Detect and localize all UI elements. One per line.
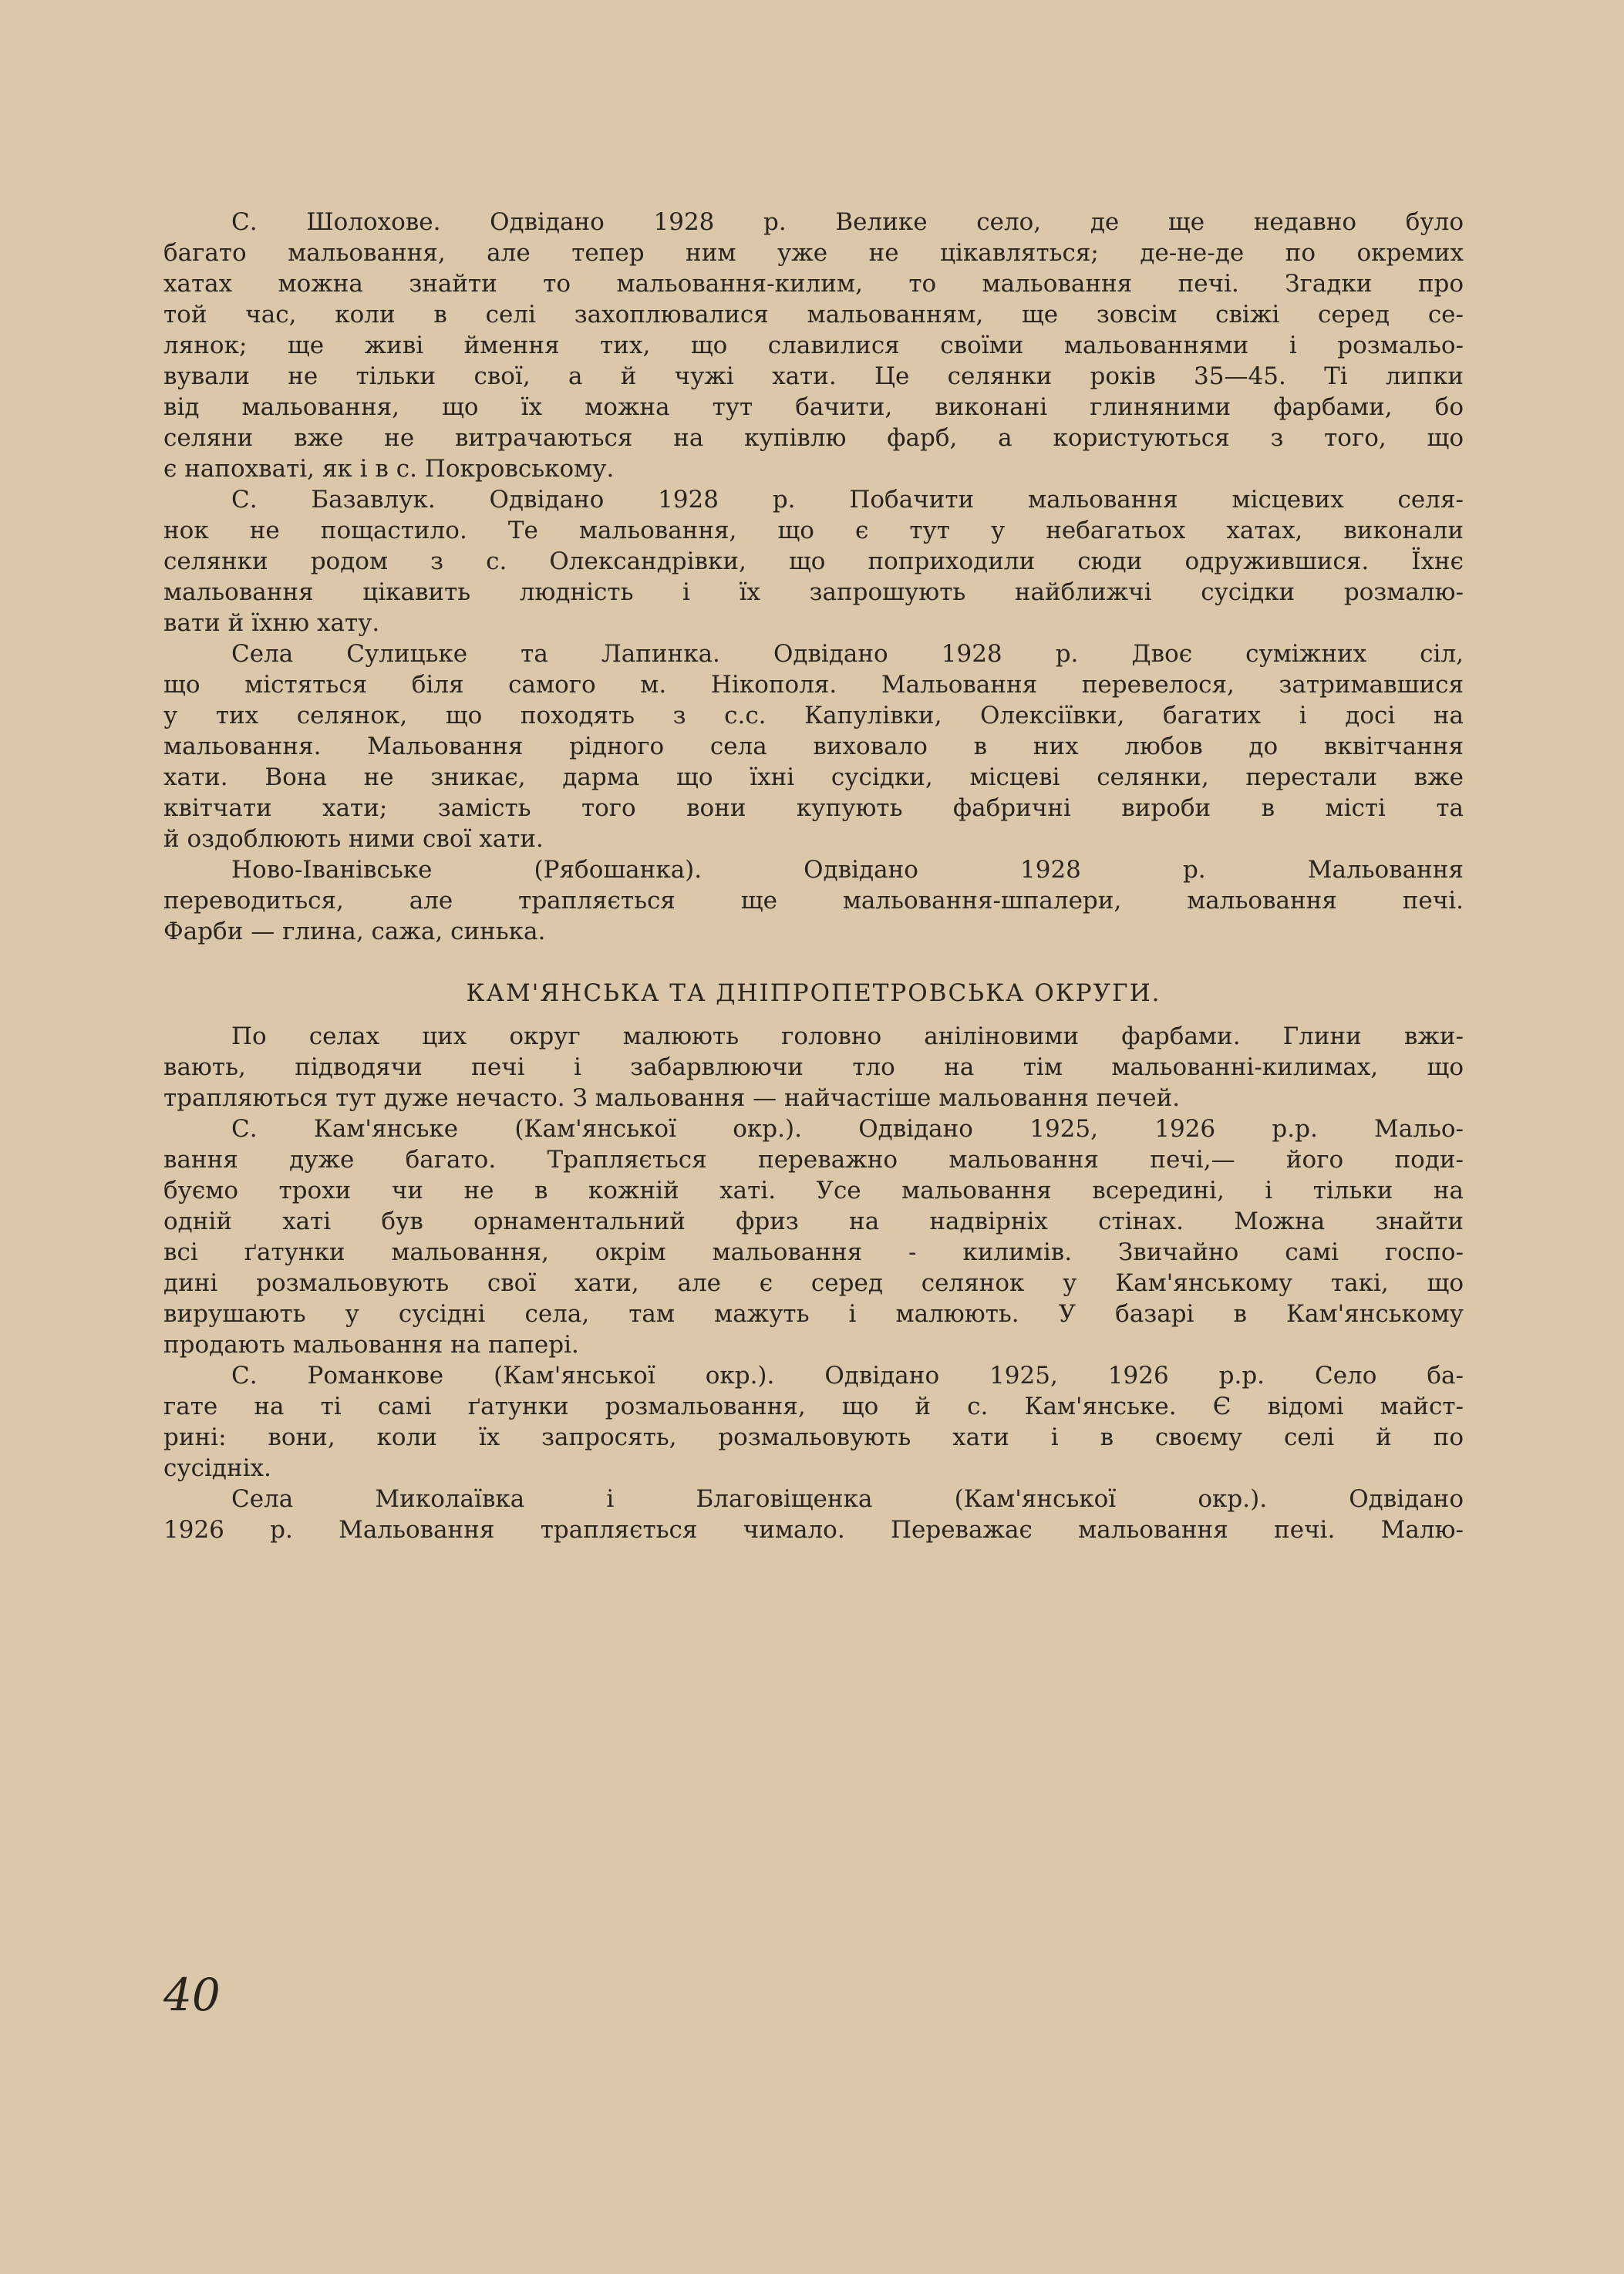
text-line: багато мальовання, але тепер ним уже не цікавляться; де-не-де по окремих xyxy=(163,239,1464,267)
text-line: селяни вже не витрачаються на купівлю фарб, а користуються з того, що xyxy=(163,424,1464,452)
text-line: С. Романкове (Кам'янської окр.). Одвідано 1925, 1926 р.р. Село ба- xyxy=(231,1362,1464,1390)
text-line: 1926 р. Мальовання трапляється чимало. Переважає мальовання печі. Малю- xyxy=(163,1516,1464,1544)
text-line: що містяться біля самого м. Нікополя. Мальовання перевелося, затримавшися xyxy=(163,671,1464,699)
text-line: й оздоблюють ними свої хати. xyxy=(163,825,544,853)
text-line: гате на ті самі ґатунки розмальовання, що й с. Кам'янське. Є відомі майст- xyxy=(163,1393,1464,1420)
text-line: вували не тільки свої, а й чужі хати. Це селянки років 35—45. Ті липки xyxy=(163,362,1464,390)
text-line: вирушають у сусідні села, там мажуть і малюють. У базарі в Кам'янському xyxy=(163,1300,1464,1328)
text-line: мальовання. Мальовання рідного села виховало в них любов до вквітчання xyxy=(163,733,1464,760)
text-line: квітчати хати; замість того вони купують фабричні вироби в місті та xyxy=(163,794,1464,822)
text-line: С. Шолохове. Одвідано 1928 р. Велике село, де ще недавно було xyxy=(231,208,1464,236)
text-line: всі ґатунки мальовання, окрім мальовання - килимів. Звичайно самі госпо- xyxy=(163,1238,1464,1266)
spacer xyxy=(163,1009,1464,1021)
page-number: 40 xyxy=(163,1969,221,2021)
text-line: буємо трохи чи не в кожній хаті. Усе мальовання всередині, і тільки на xyxy=(163,1177,1464,1204)
text-line: мальовання цікавить людність і їх запрошують найближчі сусідки розмалю- xyxy=(163,578,1464,606)
text-line: Фарби — глина, сажа, синька. xyxy=(163,918,546,945)
text-line: нок не пощастило. Те мальовання, що є тут у небагатьох хатах, виконали xyxy=(163,517,1464,544)
text-line: хати. Вона не зникає, дарма що їхні сусідки, місцеві селянки, перестали вже xyxy=(163,763,1464,791)
text-line: вання дуже багато. Трапляється переважно мальовання печі,— його поди- xyxy=(163,1146,1464,1174)
text-line: лянок; ще живі ймення тих, що славилися своїми мальованнями і розмальо- xyxy=(163,332,1464,359)
text-line: селянки родом з с. Олександрівки, що поприходили сюди одружившися. Їхнє xyxy=(163,547,1464,575)
text-line: одній хаті був орнаментальний фриз на надвірніх стінах. Можна знайти xyxy=(163,1208,1464,1235)
text-line: дині розмальовують свої хати, але є серед селянок у Кам'янському такі, що xyxy=(163,1269,1464,1297)
text-line: По селах цих округ малюють головно аніліновими фарбами. Глини вжи- xyxy=(231,1022,1464,1050)
text-line: продають мальовання на папері. xyxy=(163,1331,579,1359)
text-line: від мальовання, що їх можна тут бачити, виконані глиняними фарбами, бо xyxy=(163,393,1464,421)
text-line: переводиться, але трапляється ще мальовання-шпалери, мальовання печі. xyxy=(163,887,1464,915)
text-line: той час, коли в селі захоплювалися мальованням, ще зовсім свіжі серед се- xyxy=(163,301,1464,328)
text-line: є напохваті, як і в с. Покровському. xyxy=(163,455,615,483)
section-heading: КАМ'ЯНСЬКА ТА ДНІПРОПЕТРОВСЬКА ОКРУГИ. xyxy=(466,979,1161,1007)
text-line: сусідніх. xyxy=(163,1454,271,1482)
text-line: хатах можна знайти то мальовання-килим, то мальовання печі. Згадки про xyxy=(163,270,1464,298)
text-line: вають, підводячи печі і забарвлюючи тло на тім мальованні-килимах, що xyxy=(163,1053,1464,1081)
text-line: Ново-Іванівське (Рябошанка). Одвідано 1928 р. Мальовання xyxy=(231,856,1464,884)
page-text xyxy=(163,207,1464,1545)
text-line: у тих селянок, що походять з с.с. Капулівки, Олексіївки, багатих і досі на xyxy=(163,702,1464,729)
text-line: Села Миколаївка і Благовіщенка (Кам'янської окр.). Одвідано xyxy=(231,1485,1464,1513)
text-line: Села Сулицьке та Лапинка. Одвідано 1928 р. Двоє суміжних сіл, xyxy=(231,640,1464,668)
spacer xyxy=(163,947,1464,978)
text-line: вати й їхню хату. xyxy=(163,609,380,637)
text-line: рині: вони, коли їх запросять, розмальовують хати і в своєму селі й по xyxy=(163,1423,1464,1451)
text-line: трапляються тут дуже нечасто. З мальовання — найчастіше мальовання печей. xyxy=(163,1084,1181,1112)
text-line: С. Кам'янське (Кам'янської окр.). Одвідано 1925, 1926 р.р. Мальо- xyxy=(231,1115,1464,1143)
text-line: С. Базавлук. Одвідано 1928 р. Побачити мальовання місцевих селя- xyxy=(231,486,1464,514)
